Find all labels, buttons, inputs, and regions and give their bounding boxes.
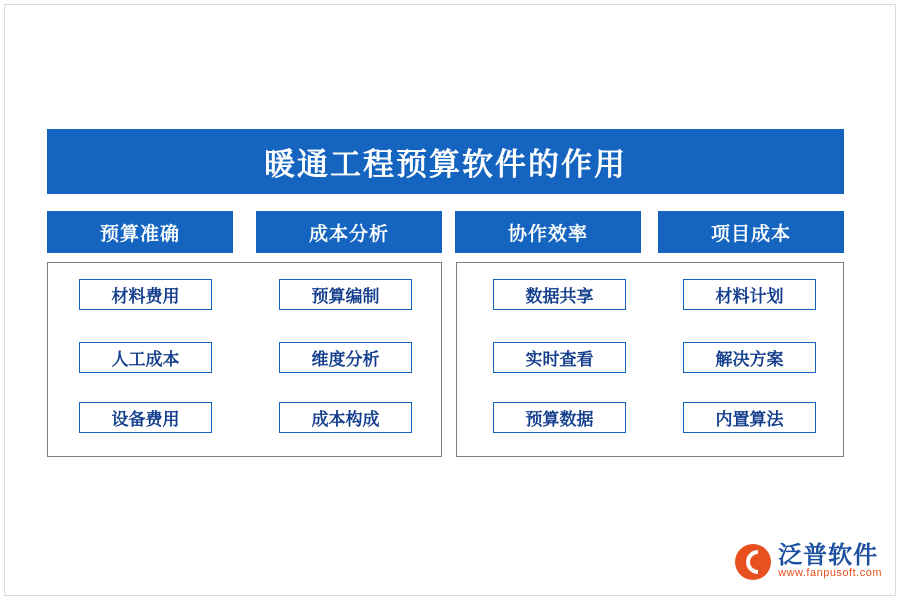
item-box[interactable] — [79, 402, 212, 433]
item-box[interactable] — [493, 279, 626, 310]
brand-url: www.fanpusoft.com — [778, 567, 882, 580]
item-box[interactable] — [683, 342, 816, 373]
category-header-4[interactable] — [658, 211, 844, 253]
item-label: 维度分析 — [311, 350, 380, 370]
item-label: 内置算法 — [715, 410, 784, 430]
category-label: 项目成本 — [710, 222, 791, 245]
category-label: 预算准确 — [99, 222, 180, 245]
item-box[interactable] — [79, 342, 212, 373]
fanpu-logo-icon — [735, 544, 771, 580]
item-box[interactable] — [493, 402, 626, 433]
item-label: 预算编制 — [311, 287, 380, 307]
panel-left — [47, 262, 442, 457]
brand-text — [778, 543, 882, 580]
page-title: 暖通工程预算软件的作用 — [264, 147, 627, 183]
item-box[interactable] — [279, 279, 412, 310]
item-box[interactable] — [79, 279, 212, 310]
item-label: 材料费用 — [111, 287, 180, 307]
brand-logo — [735, 543, 882, 580]
item-label: 人工成本 — [111, 350, 180, 370]
diagram-title-bar — [47, 129, 844, 194]
category-row — [47, 211, 844, 253]
item-box[interactable] — [279, 402, 412, 433]
item-box[interactable] — [279, 342, 412, 373]
brand-name: 泛普软件 — [778, 541, 879, 570]
category-header-3[interactable] — [455, 211, 641, 253]
item-box[interactable] — [683, 279, 816, 310]
category-header-1[interactable] — [47, 211, 233, 253]
panel-left-inner — [48, 263, 441, 456]
item-label: 成本构成 — [311, 410, 380, 430]
item-label: 预算数据 — [525, 410, 594, 430]
category-label: 成本分析 — [308, 222, 389, 245]
item-label: 设备费用 — [111, 410, 180, 430]
panel-right — [456, 262, 844, 457]
item-box[interactable] — [493, 342, 626, 373]
item-label: 材料计划 — [715, 287, 784, 307]
item-label: 解决方案 — [715, 350, 784, 370]
item-label: 实时查看 — [525, 350, 594, 370]
item-label: 数据共享 — [525, 287, 594, 307]
category-label: 协作效率 — [507, 222, 588, 245]
panel-right-inner — [457, 263, 843, 456]
item-box[interactable] — [683, 402, 816, 433]
category-header-2[interactable] — [256, 211, 442, 253]
